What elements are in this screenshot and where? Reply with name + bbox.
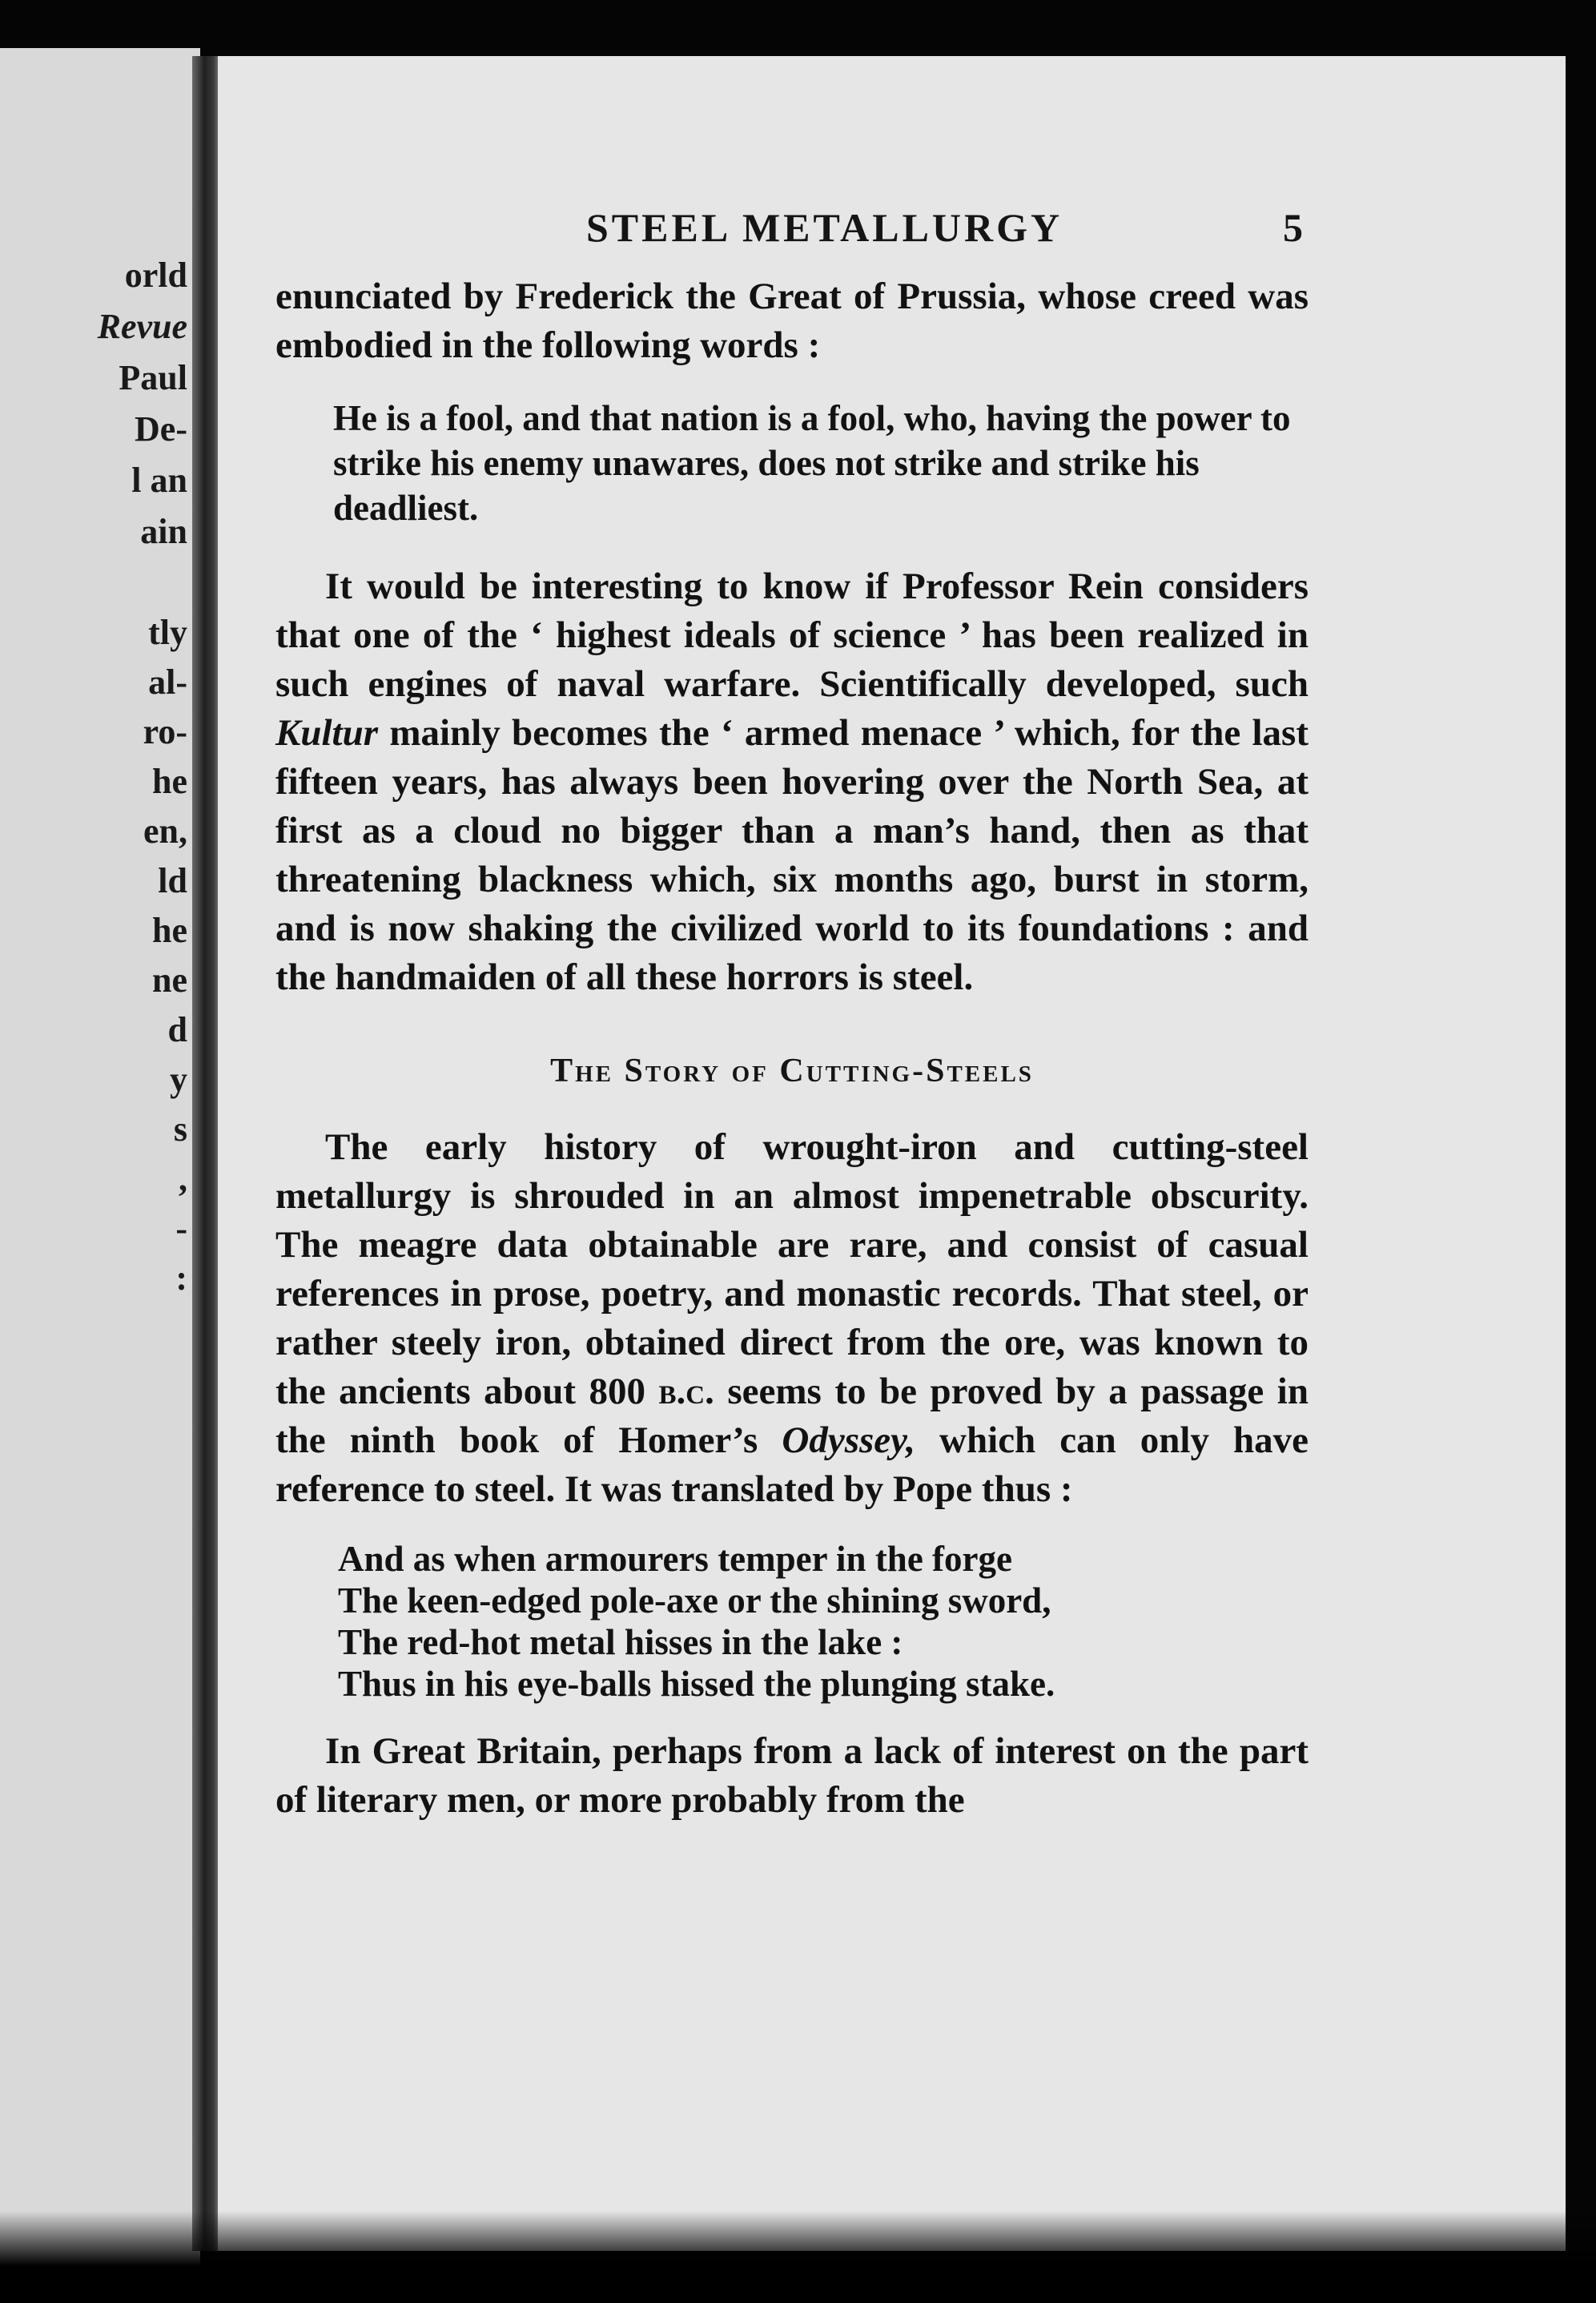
page-body <box>275 272 1309 1825</box>
italic-term: Kultur <box>275 712 379 754</box>
facing-page-fragment <box>0 48 200 2283</box>
facing-page-text: he <box>152 762 187 801</box>
paragraph-text: which can only have reference to steel. It was translated by Pope thus : <box>275 1419 1309 1510</box>
paragraph-text: mainly becomes the ‘ armed menace ’ which, for the last fifteen years, has always been hovering over the North Sea, at first as a cloud no bigger than a man’s hand, then as that threatening blackness which, six months ago, burst in storm, and is now shaking the civilized world to its foundations : and the handmaiden of all these horrors is steel. <box>275 712 1309 998</box>
facing-page-text: he <box>152 911 187 950</box>
facing-page-text: ne <box>152 960 187 1000</box>
facing-page-text: d <box>167 1010 187 1049</box>
facing-page-text: orld <box>124 256 187 295</box>
page-number: 5 <box>1283 205 1303 250</box>
running-head: STEEL METALLURGY <box>586 205 1063 250</box>
section-heading: The Story of Cutting-Steels <box>550 1053 1034 1089</box>
italic-title: Odyssey, <box>782 1419 916 1461</box>
era-abbreviation: b.c. <box>658 1371 714 1412</box>
paragraph-text: The early history of wrought-iron and cutting-steel metallurgy is shrouded in an almost impenetrable obscurity. The meagre data obtainable are rare, and consist of casual references in prose, poetry, and monastic records. That steel, or rather steely iron, obtained direct from the ore, was known to the ancients about 800 <box>275 1126 1309 1412</box>
paragraph <box>275 562 1309 1002</box>
block-quote: He is a fool, and that nation is a fool, who, having the power to strike his enemy unawares, does not strike and strike his deadliest. <box>333 398 1291 528</box>
verse-line: And as when armourers temper in the forge <box>338 1539 1012 1579</box>
paragraph-text: It would be interesting to know if Professor Rein considers that one of the ‘ highest ideals of science ’ has been realized in such engines of naval warfare. Scientifically developed, such <box>275 566 1309 705</box>
page-header <box>218 204 1571 260</box>
verse-line: Thus in his eye-balls hissed the plunging stake. <box>338 1664 1055 1704</box>
facing-page-text: l an <box>131 461 187 500</box>
book-page <box>218 56 1571 2251</box>
facing-page-text: Revue <box>97 307 187 346</box>
facing-page-text: ain <box>140 512 187 551</box>
facing-page-text: en, <box>143 811 187 851</box>
paragraph-continuation: enunciated by Frederick the Great of Prussia, whose creed was embodied in the following words : <box>275 276 1309 366</box>
paragraph <box>275 1123 1309 1514</box>
facing-page-text: ld <box>158 861 187 900</box>
paragraph-text: seems to be proved by a passage in the ninth book of Homer’s <box>275 1371 1309 1461</box>
facing-page-text: s <box>173 1109 187 1149</box>
facing-page-text: De- <box>135 409 187 449</box>
paragraph: In Great Britain, perhaps from a lack of interest on the part of literary men, or more probably from the <box>275 1730 1309 1821</box>
verse-quote <box>338 1538 1309 1705</box>
scan-border <box>1566 48 1596 2275</box>
facing-page-text: al- <box>148 662 187 702</box>
scan-shadow <box>0 2211 1596 2303</box>
verse-line: The red-hot metal hisses in the lake : <box>338 1622 903 1662</box>
verse-line: The keen-edged pole-axe or the shining sword, <box>338 1580 1051 1621</box>
facing-page-text: : <box>175 1258 187 1298</box>
facing-page-text: tly <box>148 613 187 652</box>
facing-page-text: Paul <box>119 358 187 397</box>
facing-page-text: , <box>179 1159 187 1198</box>
facing-page-text: ro- <box>143 712 187 751</box>
facing-page-text: y <box>170 1060 187 1099</box>
facing-page-text: - <box>175 1209 187 1248</box>
